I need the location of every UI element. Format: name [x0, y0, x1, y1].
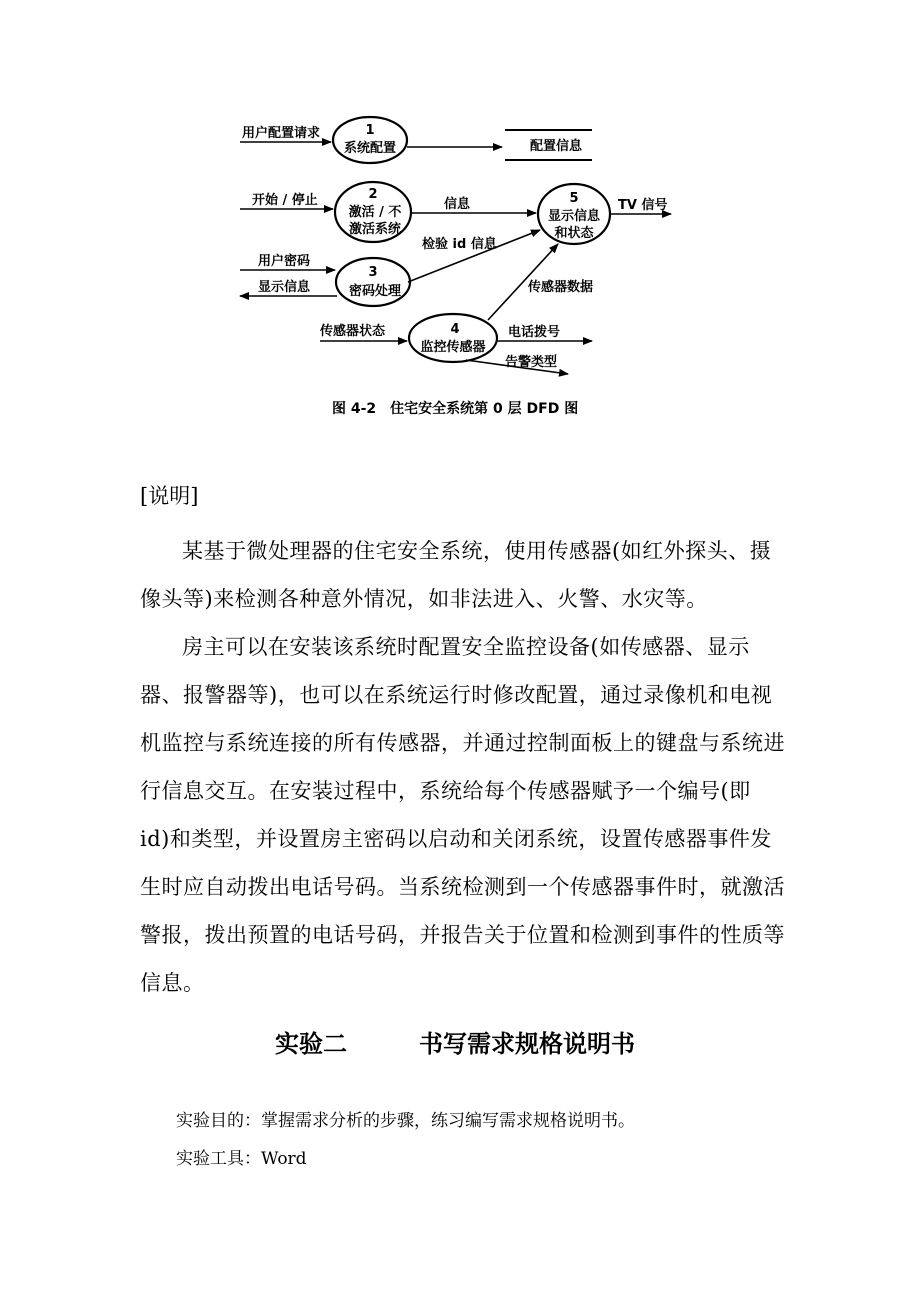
- flow-user-config: [240, 125, 331, 142]
- svg-text:激活系统: 激活系统: [348, 222, 402, 237]
- process-5: [538, 184, 610, 244]
- process-1: [333, 117, 407, 163]
- svg-text:用户配置请求: 用户配置请求: [242, 126, 321, 141]
- svg-text:传感器数据: 传感器数据: [528, 280, 594, 295]
- svg-text:TV 信号: TV 信号: [618, 198, 668, 213]
- flow-verify-id: [408, 230, 540, 282]
- flow-tv-signal: [611, 197, 671, 214]
- experiment-purpose: 实验目的：掌握需求分析的步骤，练习编写需求规格说明书。: [176, 1111, 635, 1131]
- svg-text:开始 / 停止: 开始 / 停止: [252, 193, 318, 208]
- flow-phone-dial: [497, 324, 592, 341]
- flow-sensor-data: [488, 244, 593, 320]
- svg-text:5: 5: [569, 191, 579, 206]
- svg-text:系统配置: 系统配置: [343, 141, 397, 156]
- section-title: 实验二 书写需求规格说明书: [275, 1030, 635, 1058]
- svg-text:密码处理: 密码处理: [348, 284, 402, 299]
- svg-text:显示信息: 显示信息: [258, 280, 311, 295]
- process-4: [409, 314, 497, 362]
- svg-text:传感器状态: 传感器状态: [320, 324, 386, 339]
- svg-text:检验 id 信息: 检验 id 信息: [422, 237, 497, 252]
- svg-text:3: 3: [368, 265, 378, 280]
- paragraph-1: 某基于微处理器的住宅安全系统，使用传感器(如红外探头、摄像头等)来检测各种意外情况，如非法进入、火警、水灾等。: [140, 539, 772, 611]
- process-3: [336, 258, 410, 306]
- svg-text:2: 2: [368, 187, 378, 202]
- dfd-diagram: [0, 0, 920, 430]
- svg-text:显示信息: 显示信息: [547, 209, 601, 224]
- flow-start-stop: [240, 192, 333, 209]
- process-2: [335, 182, 411, 242]
- svg-text:电话拨号: 电话拨号: [508, 325, 561, 340]
- paragraph-2: 房主可以在安装该系统时配置安全监控设备(如传感器、显示器、报警器等)，也可以在系统运行时修改配置，通过录像机和电视机监控与系统连接的所有传感器，并通过控制面板上的键盘与系统进行信息交互。在安装过程中，系统给每个传感器赋予一个编号(即 id)和类型，并设置房主密码以启动和关闭系统，设置传感器事件发生时应自动拨出电话号码。当系统检测到一个传感器事件时，就激活警报，拨出预置的电话号码，并报告关于位置和检测到事件的性质等信息。: [140, 635, 785, 995]
- svg-text:信息: 信息: [444, 197, 471, 212]
- flow-info: [411, 196, 536, 213]
- svg-text:监控传感器: 监控传感器: [420, 340, 486, 355]
- flow-sensor-status: [319, 323, 407, 341]
- svg-text:1: 1: [365, 123, 375, 138]
- svg-text:4: 4: [450, 322, 460, 337]
- svg-text:用户密码: 用户密码: [258, 254, 311, 269]
- svg-text:激活 / 不: 激活 / 不: [348, 205, 402, 220]
- experiment-tools: 实验工具：Word: [176, 1149, 307, 1169]
- flow-display-info: [240, 279, 337, 296]
- data-store-config: [505, 130, 592, 160]
- svg-text:和状态: 和状态: [554, 226, 594, 241]
- note-heading: [说明]: [140, 484, 199, 508]
- svg-text:配置信息: 配置信息: [530, 139, 583, 154]
- svg-text:告警类型: 告警类型: [505, 355, 558, 370]
- diagram-caption: 图 4-2 住宅安全系统第 0 层 DFD 图: [332, 401, 579, 417]
- flow-user-password: [240, 253, 335, 270]
